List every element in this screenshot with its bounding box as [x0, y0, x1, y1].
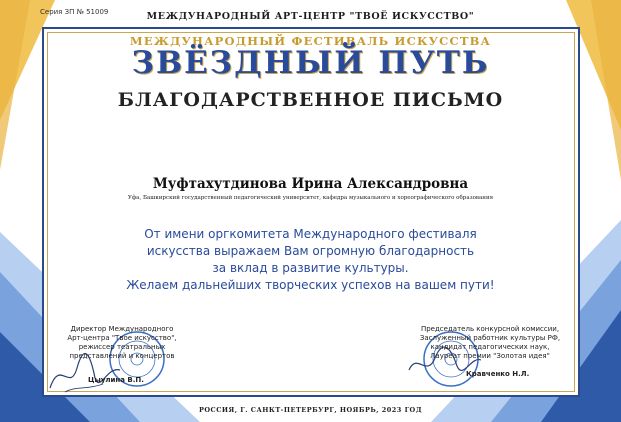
- message-line: От имени оргкомитета Международного фестиваля: [144, 227, 477, 241]
- festival-name: МЕЖДУНАРОДНЫЙ ФЕСТИВАЛЬ ИСКУССТВА: [129, 34, 492, 48]
- festival-title: ЗВЁЗДНЫЙ ПУТЬ: [131, 45, 490, 81]
- message-line: искусства выражаем Вам огромную благодарность: [146, 244, 475, 258]
- recipient-name: Муфтахутдинова Ирина Александровна: [152, 176, 469, 192]
- gratitude-message: [100, 226, 521, 294]
- signatory-right-line: кандидат педагогических наук,: [430, 343, 550, 351]
- recipient-affiliation: Уфа, Башкирский государственный педагогический университет, кафедра музыкального и хореографического образования: [127, 195, 494, 201]
- signatory-right-line: Лауреат премии "Золотая идея": [430, 352, 550, 360]
- document-type: БЛАГОДАРСТВЕННОЕ ПИСЬМО: [117, 89, 504, 111]
- signatory-left-line: Директор Международного: [70, 325, 174, 333]
- signatory-left-name: Цыулина В.П.: [88, 376, 144, 384]
- signatory-right-title: [415, 325, 565, 361]
- organization-name: [0, 11, 621, 22]
- message-line: Желаем дальнейших творческих успехов на вашем пути!: [126, 278, 495, 292]
- signatory-left-line: режиссер театральных: [78, 343, 166, 351]
- signatory-left-line: Арт-центра "Твое искусство",: [67, 334, 177, 342]
- message-line: за вклад в развитие культуры.: [212, 261, 409, 275]
- series-number: Серия ЗП № 51009: [40, 8, 109, 16]
- location-date-footer: РОССИЯ, Г. САНКТ-ПЕТЕРБУРГ, НОЯБРЬ, 2023 ГОД: [198, 406, 423, 414]
- signatory-right-name: Кравченко Н.Л.: [466, 370, 530, 378]
- signatory-right-line: Председатель конкурсной комиссии,: [420, 325, 560, 333]
- signatory-left-title: [57, 325, 187, 361]
- organization-name-text: МЕЖДУНАРОДНЫЙ АРТ-ЦЕНТР "ТВОЁ ИСКУССТВО": [139, 11, 483, 22]
- signatory-left-line: представлений и концертов: [69, 352, 175, 360]
- signatory-right-line: Заслуженный работник культуры РФ,: [419, 334, 561, 342]
